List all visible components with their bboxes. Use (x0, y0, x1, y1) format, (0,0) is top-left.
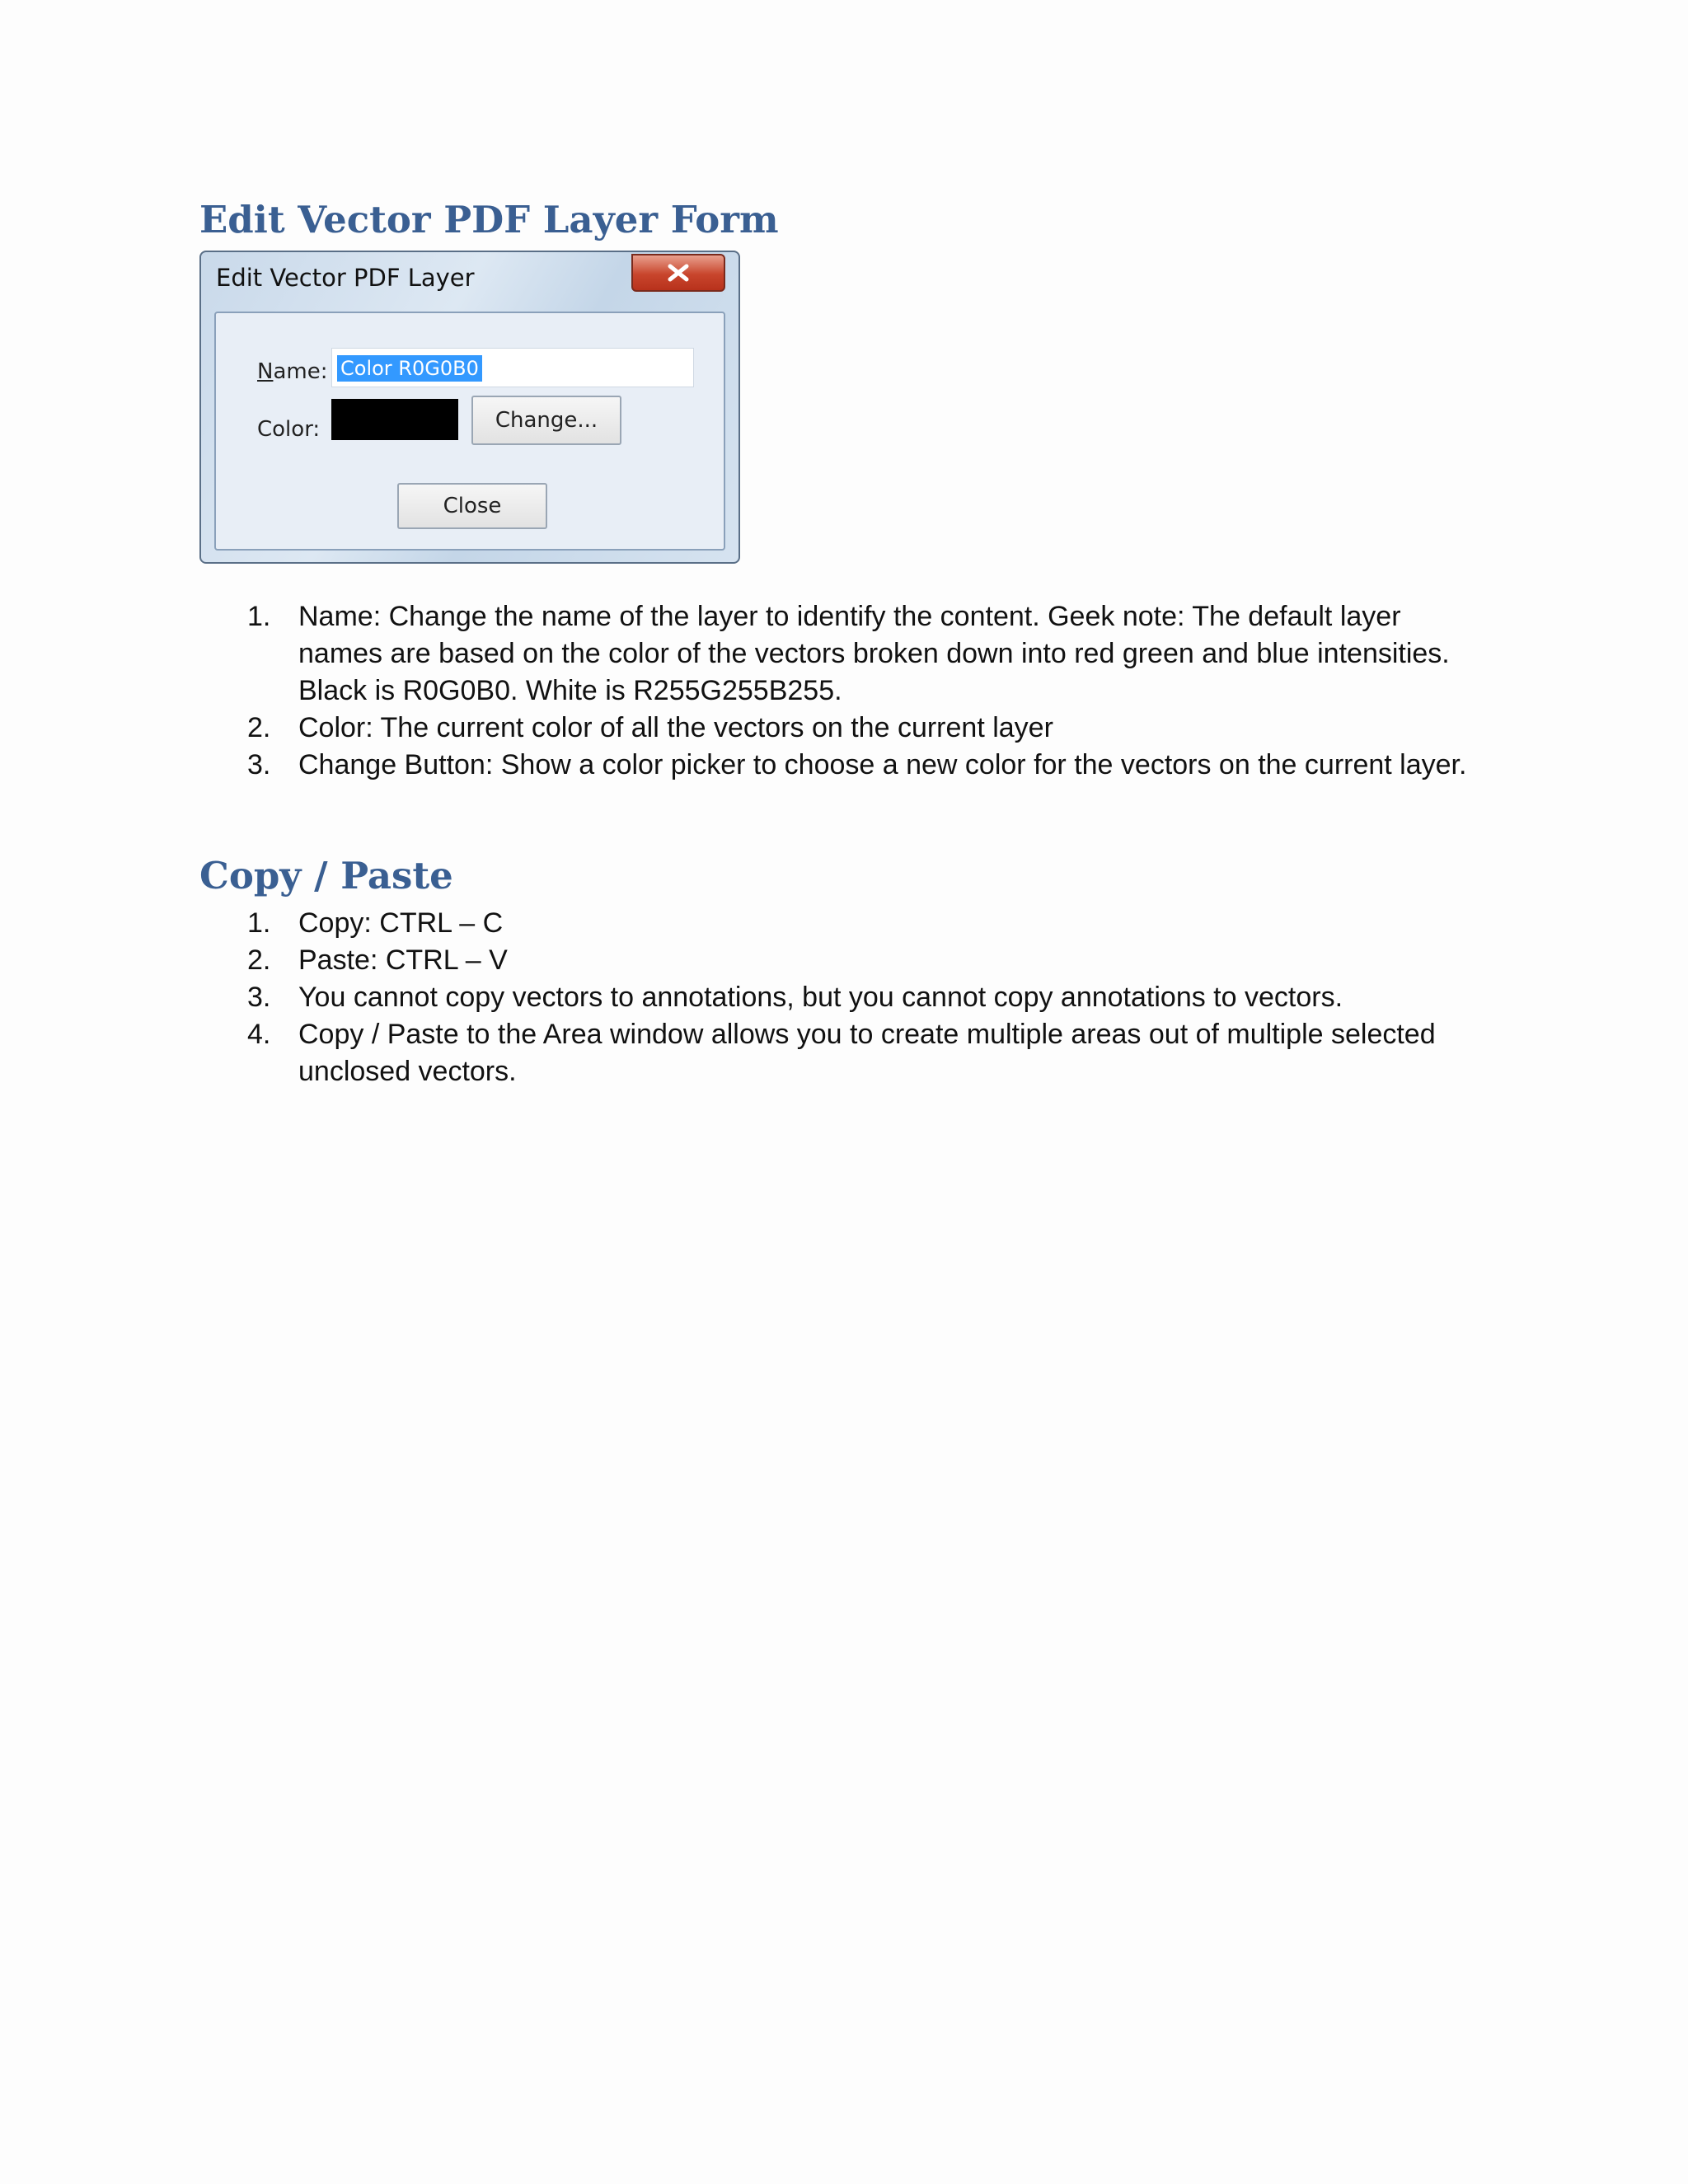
list-item-text: Change Button: Show a color picker to choose a new color for the vectors on the current layer. (298, 749, 1467, 780)
name-label (257, 359, 327, 384)
list-item-number: 1. (247, 601, 271, 632)
list-item-text: Paste: CTRL – V (298, 944, 508, 976)
copy-paste-list (0, 905, 1485, 1090)
list-item-number: 1. (247, 907, 271, 939)
list-item-number: 3. (247, 982, 271, 1013)
window-close-button[interactable] (631, 254, 725, 292)
list-item (0, 942, 1485, 979)
dialog-title: Edit Vector PDF Layer (216, 264, 475, 292)
list-item-number: 4. (247, 1019, 271, 1050)
list-item-number: 2. (247, 944, 271, 976)
dialog-client-area (214, 312, 725, 551)
list-item-number: 2. (247, 712, 271, 743)
list-item (0, 979, 1485, 1016)
edit-layer-form-list (0, 598, 1485, 784)
edit-vector-pdf-layer-dialog-screenshot (199, 251, 740, 564)
name-input-selected-text: Color R0G0B0 (337, 355, 482, 382)
name-label-rest: ame: (273, 359, 328, 384)
list-item (0, 747, 1485, 784)
list-item-text: Color: The current color of all the vectors on the current layer (298, 712, 1053, 743)
list-item-text: Copy / Paste to the Area window allows you to create multiple areas out of multiple selected unclosed vectors. (298, 1019, 1436, 1087)
list-item (0, 710, 1485, 747)
close-button[interactable]: Close (397, 483, 547, 529)
list-item (0, 598, 1485, 710)
list-item-text: Name: Change the name of the layer to identify the content. Geek note: The default layer names are based on the color of the vectors broken down into red green and blue intensities. Black is R0G0B0. White is R255G255B255. (298, 601, 1450, 706)
change-color-button[interactable]: Change... (471, 396, 621, 445)
color-swatch (331, 399, 458, 440)
list-item (0, 905, 1485, 942)
close-icon (666, 264, 691, 282)
name-label-accesskey: N (257, 359, 274, 384)
list-item-number: 3. (247, 749, 271, 780)
list-item (0, 1016, 1485, 1090)
section-heading-edit-vector-pdf-layer: Edit Vector PDF Layer Form (199, 198, 779, 241)
list-item-text: Copy: CTRL – C (298, 907, 504, 939)
name-input[interactable] (331, 348, 694, 387)
section-heading-copy-paste: Copy / Paste (199, 854, 453, 898)
list-item-text: You cannot copy vectors to annotations, but you cannot copy annotations to vectors. (298, 982, 1343, 1013)
color-label: Color: (257, 417, 321, 442)
